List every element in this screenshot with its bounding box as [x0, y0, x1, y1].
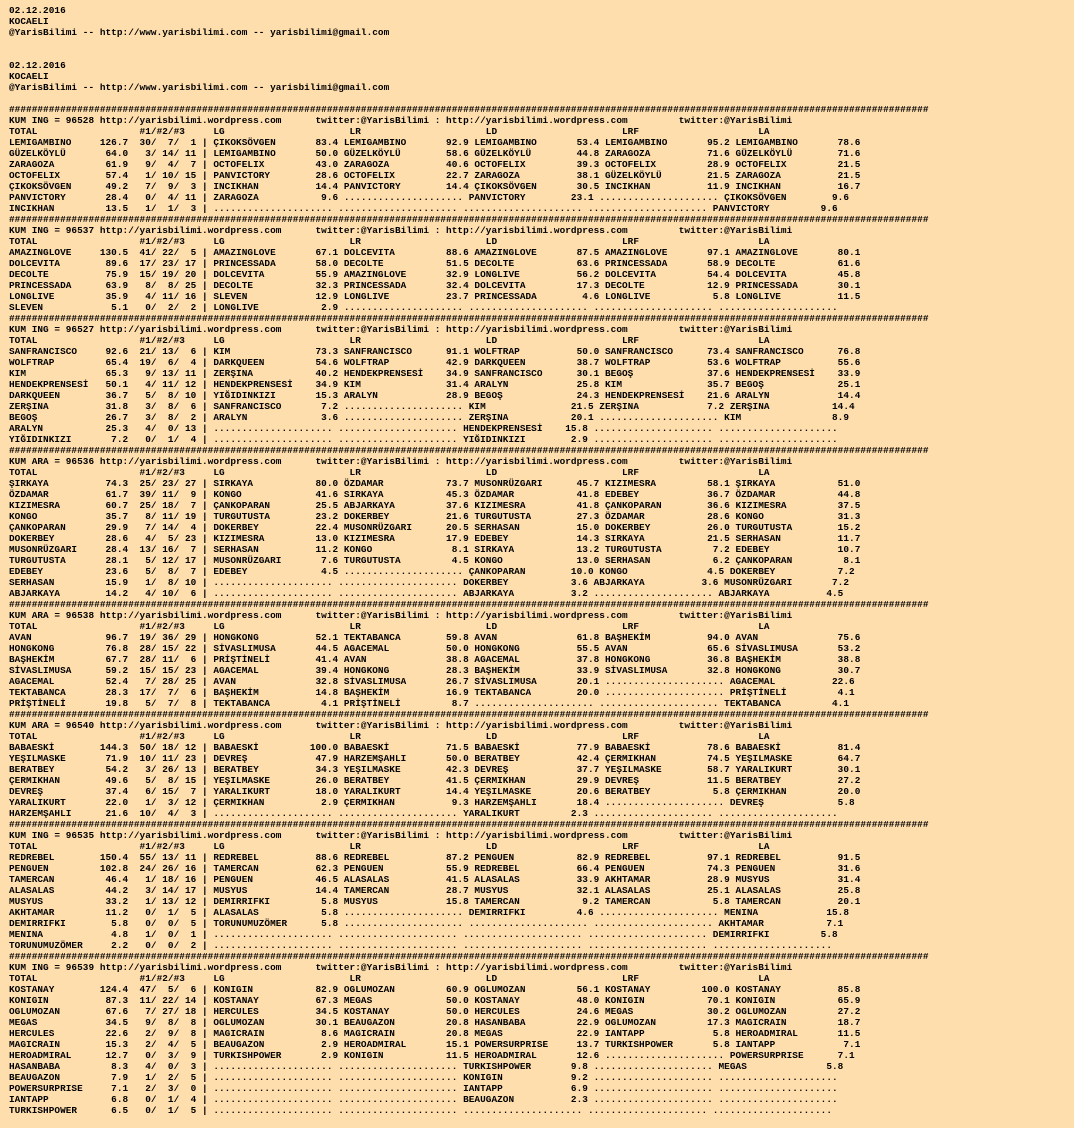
horse-row: AMAZINGLOVE 130.5 41/ 22/ 5 | AMAZINGLOVE 67.1 DOLCEVITA 88.6 AMAZINGLOVE 87.5 AMAZINGLOVE 97.1 AMAZINGLOVE 80.1: [9, 247, 861, 258]
horse-row: DECOLTE 75.9 15/ 19/ 20 | DOLCEVITA 55.9 AMAZINGLOVE 32.9 LONGLIVE 56.2 DOLCEVITA 54.4 DOLCEVITA 45.8: [9, 269, 861, 280]
text-line: 02.12.2016: [9, 60, 66, 71]
horse-row: LEMIGAMBINO 126.7 30/ 7/ 1 | ÇIKOKSÖVGEN 83.4 LEMIGAMBINO 92.9 LEMIGAMBINO 53.4 LEMIGAMBINO 95.2 LEMIGAMBINO 78.6: [9, 137, 861, 148]
race-header-line: KUM ING = 96535 http://yarisbilimi.wordpress.com twitter:@YarisBilimi : http://yarisbilimi.wordpress.com twitter:@YarisBilimi: [9, 830, 793, 841]
horse-row: PRİŞTİNELİ 19.8 5/ 7/ 8 | TEKTABANCA 4.1 PRİŞTİNELİ 8.7 ..................... ..................... TEKTABANCA 4.1: [9, 698, 850, 709]
horse-row: DOKERBEY 28.6 4/ 5/ 23 | KIZIMESRA 13.0 KIZIMESRA 17.9 EDEBEY 14.3 SIRKAYA 21.5 SERHASAN 11.7: [9, 533, 861, 544]
horse-row: YARALIKURT 22.0 1/ 3/ 12 | ÇERMIKHAN 2.9 ÇERMIKHAN 9.3 HARZEMŞAHLI 18.4 ..................... DEVREŞ 5.8: [9, 797, 855, 808]
blank-line: [9, 38, 1074, 49]
horse-row: SERHASAN 15.9 1/ 8/ 10 | ..................... ..................... DOKERBEY 3.6 ABJARKAYA 3.6 MUSONRÜZGARI 7.2: [9, 577, 850, 588]
horse-row: ARALYN 25.3 4/ 0/ 13 | ..................... ..................... HENDEKPRENSESİ 15.8 ..................... .....................: [9, 423, 838, 434]
horse-row: OCTOFELIX 57.4 1/ 10/ 15 | PANVICTORY 28.6 OCTOFELIX 22.7 ZARAGOZA 38.1 GÜZELKÖYLÜ 21.5 ZARAGOZA 21.5: [9, 170, 861, 181]
horse-row: HERCULES 22.6 2/ 9/ 8 | MAGICRAIN 8.6 MAGICRAIN 20.8 MEGAS 22.9 IANTAPP 5.8 HEROADMIRAL 11.5: [9, 1028, 861, 1039]
horse-row: DEMIRRIFKI 5.8 0/ 0/ 5 | TORUNUMUZÖMER 5.8 ..................... ..................... ..................... AKHTAMAR 7.1: [9, 918, 844, 929]
race-header-line: KUM ARA = 96536 http://yarisbilimi.wordpress.com twitter:@YarisBilimi : http://yarisbilimi.wordpress.com twitter:@YarisBilimi: [9, 456, 793, 467]
column-header-line: TOTAL #1/#2/#3 LG LR LD LRF LA: [9, 841, 770, 852]
horse-row: IANTAPP 6.8 0/ 1/ 4 | ..................... ..................... BEAUGAZON 2.3 ..................... .....................: [9, 1094, 838, 1105]
column-header-line: TOTAL #1/#2/#3 LG LR LD LRF LA: [9, 973, 770, 984]
horse-row: ÇERMIKHAN 49.6 5/ 8/ 15 | YEŞILMASKE 26.0 BERATBEY 41.5 ÇERMIKHAN 29.9 DEVREŞ 11.5 BERATBEY 27.2: [9, 775, 861, 786]
horse-row: HARZEMŞAHLI 21.6 10/ 4/ 3 | ..................... ..................... YARALIKURT 2.3 ..................... .....................: [9, 808, 838, 819]
text-line: KOCAELI: [9, 16, 49, 27]
horse-row: TEKTABANCA 28.3 17/ 7/ 6 | BAŞHEKİM 14.8 BAŞHEKİM 16.9 TEKTABANCA 20.0 ..................... PRİŞTİNELİ 4.1: [9, 687, 855, 698]
horse-row: KONIGIN 87.3 11/ 22/ 14 | KOSTANAY 67.3 MEGAS 50.0 KOSTANAY 48.0 KONIGIN 70.1 KONIGIN 65.9: [9, 995, 861, 1006]
race-header-line: KUM ING = 96528 http://yarisbilimi.wordpress.com twitter:@YarisBilimi : http://yarisbilimi.wordpress.com twitter:@YarisBilimi: [9, 115, 793, 126]
horse-row: SANFRANCISCO 92.6 21/ 13/ 6 | KIM 73.3 SANFRANCISCO 91.1 WOLFTRAP 50.0 SANFRANCISCO 73.4 SANFRANCISCO 76.8: [9, 346, 861, 357]
horse-row: PRINCESSADA 63.9 8/ 8/ 25 | DECOLTE 32.3 PRINCESSADA 32.4 DOLCEVITA 17.3 DECOLTE 12.9 PRINCESSADA 30.1: [9, 280, 861, 291]
column-header-line: TOTAL #1/#2/#3 LG LR LD LRF LA: [9, 731, 770, 742]
horse-row: KIZIMESRA 60.7 25/ 18/ 7 | ÇANKOPARAN 25.5 ABJARKAYA 37.6 KIZIMESRA 41.8 ÇANKOPARAN 36.6 KIZIMESRA 37.5: [9, 500, 861, 511]
section-separator: ##################################################################################################################################################################: [9, 951, 929, 962]
horse-row: OGLUMOZAN 67.6 7/ 27/ 18 | HERCULES 34.5 KOSTANAY 50.0 HERCULES 24.6 MEGAS 30.2 OGLUMOZAN 27.2: [9, 1006, 861, 1017]
horse-row: ÇANKOPARAN 29.9 7/ 14/ 4 | DOKERBEY 22.4 MUSONRÜZGARI 20.5 SERHASAN 15.0 DOKERBEY 26.0 TURGUTUSTA 15.2: [9, 522, 861, 533]
horse-row: ALASALAS 44.2 3/ 14/ 17 | MUSYUS 14.4 TAMERCAN 28.7 MUSYUS 32.1 ALASALAS 25.1 ALASALAS 25.8: [9, 885, 861, 896]
horse-row: DARKQUEEN 36.7 5/ 8/ 10 | YIĞIDINKIZI 15.3 ARALYN 28.9 BEGOŞ 24.3 HENDEKPRENSESİ 21.6 ARALYN 14.4: [9, 390, 861, 401]
section-separator: ##################################################################################################################################################################: [9, 599, 929, 610]
race-header-line: KUM ING = 96537 http://yarisbilimi.wordpress.com twitter:@YarisBilimi : http://yarisbilimi.wordpress.com twitter:@YarisBilimi: [9, 225, 793, 236]
horse-row: ABJARKAYA 14.2 4/ 10/ 6 | ..................... ..................... ABJARKAYA 3.2 ..................... ABJARKAYA 4.5: [9, 588, 844, 599]
column-header-line: TOTAL #1/#2/#3 LG LR LD LRF LA: [9, 467, 770, 478]
horse-row: EDEBEY 23.6 5/ 8/ 7 | EDEBEY 4.5 ..................... ÇANKOPARAN 10.0 KONGO 4.5 DOKERBEY 7.2: [9, 566, 855, 577]
horse-row: AVAN 96.7 19/ 36/ 29 | HONGKONG 52.1 TEKTABANCA 59.8 AVAN 61.8 BAŞHEKİM 94.0 AVAN 75.6: [9, 632, 861, 643]
section-separator: ##################################################################################################################################################################: [9, 709, 929, 720]
horse-row: HEROADMIRAL 12.7 0/ 3/ 9 | TURKISHPOWER 2.9 KONIGIN 11.5 HEROADMIRAL 12.6 ..................... POWERSURPRISE 7.1: [9, 1050, 855, 1061]
horse-row: LONGLIVE 35.9 4/ 11/ 16 | SLEVEN 12.9 LONGLIVE 23.7 PRINCESSADA 4.6 LONGLIVE 5.8 LONGLIVE 11.5: [9, 291, 861, 302]
horse-row: ŞIRKAYA 74.3 25/ 23/ 27 | SIRKAYA 80.0 ÖZDAMAR 73.7 MUSONRÜZGARI 45.7 KIZIMESRA 58.1 ŞIRKAYA 51.0: [9, 478, 861, 489]
horse-row: SLEVEN 5.1 0/ 2/ 2 | LONGLIVE 2.9 ..................... ..................... ..................... .....................: [9, 302, 838, 313]
horse-row: MAGICRAIN 15.3 2/ 4/ 5 | BEAUGAZON 2.9 HEROADMIRAL 15.1 POWERSURPRISE 13.7 TURKISHPOWER 5.8 IANTAPP 7.1: [9, 1039, 861, 1050]
horse-row: BEGOŞ 26.7 3/ 8/ 2 | ARALYN 3.6 ..................... ZERŞINA 20.1 ..................... KIM 8.9: [9, 412, 850, 423]
section-separator: ##################################################################################################################################################################: [9, 214, 929, 225]
horse-row: INCIKHAN 13.5 1/ 1/ 3 | ..................... ..................... ..................... ..................... PANVICTORY 9.6: [9, 203, 838, 214]
horse-row: DOLCEVITA 89.6 17/ 23/ 17 | PRINCESSADA 58.0 DECOLTE 51.5 DECOLTE 63.6 PRINCESSADA 58.9 DECOLTE 61.6: [9, 258, 861, 269]
race-header-line: KUM ARA = 96540 http://yarisbilimi.wordpress.com twitter:@YarisBilimi : http://yarisbilimi.wordpress.com twitter:@YarisBilimi: [9, 720, 793, 731]
horse-row: ÇIKOKSÖVGEN 49.2 7/ 9/ 3 | INCIKHAN 14.4 PANVICTORY 14.4 ÇIKOKSÖVGEN 30.5 INCIKHAN 11.9 INCIKHAN 16.7: [9, 181, 861, 192]
horse-row: BERATBEY 54.2 3/ 26/ 13 | BERATBEY 34.3 YEŞILMASKE 42.3 DEVREŞ 37.7 YEŞILMASKE 58.7 YARALIKURT 30.1: [9, 764, 861, 775]
column-header-line: TOTAL #1/#2/#3 LG LR LD LRF LA: [9, 335, 770, 346]
horse-row: KOSTANAY 124.4 47/ 5/ 6 | KONIGIN 82.9 OGLUMOZAN 60.9 OGLUMOZAN 56.1 KOSTANAY 100.0 KOSTANAY 85.8: [9, 984, 861, 995]
horse-row: HASANBABA 8.3 4/ 0/ 3 | ..................... ..................... TURKISHPOWER 9.8 ..................... MEGAS 5.8: [9, 1061, 844, 1072]
text-line: @YarisBilimi -- http://www.yarisbilimi.com -- yarisbilimi@gmail.com: [9, 27, 390, 38]
blank-line: [9, 93, 1074, 104]
column-header-line: TOTAL #1/#2/#3 LG LR LD LRF LA: [9, 236, 770, 247]
horse-row: TORUNUMUZÖMER 2.2 0/ 0/ 2 | ..................... ..................... ..................... ..................... .....................: [9, 940, 833, 951]
horse-row: KIM 65.3 9/ 13/ 11 | ZERŞINA 40.2 HENDEKPRENSESİ 34.9 SANFRANCISCO 30.1 BEGOŞ 37.6 HENDEKPRENSESİ 33.9: [9, 368, 861, 379]
text-line: 02.12.2016: [9, 5, 66, 16]
horse-row: AKHTAMAR 11.2 0/ 1/ 5 | ALASALAS 5.8 ..................... DEMIRRIFKI 4.6 ..................... MENINA 15.8: [9, 907, 850, 918]
horse-row: ZARAGOZA 61.9 9/ 4/ 7 | OCTOFELIX 43.0 ZARAGOZA 40.6 OCTOFELIX 39.3 OCTOFELIX 28.9 OCTOFELIX 21.5: [9, 159, 861, 170]
horse-row: MUSYUS 33.2 1/ 13/ 12 | DEMIRRIFKI 5.8 MUSYUS 15.8 TAMERCAN 9.2 TAMERCAN 5.8 TAMERCAN 20.1: [9, 896, 861, 907]
horse-row: WOLFTRAP 65.4 19/ 6/ 4 | DARKQUEEN 54.6 WOLFTRAP 42.9 DARKQUEEN 38.7 WOLFTRAP 53.6 WOLFTRAP 55.6: [9, 357, 861, 368]
race-header-line: KUM ING = 96539 http://yarisbilimi.wordpress.com twitter:@YarisBilimi : http://yarisbilimi.wordpress.com twitter:@YarisBilimi: [9, 962, 793, 973]
horse-row: MENINA 4.8 1/ 0/ 1 | ..................... ..................... ..................... ..................... DEMIRRIFKI 5.8: [9, 929, 838, 940]
section-separator: ##################################################################################################################################################################: [9, 445, 929, 456]
horse-row: HONGKONG 76.8 28/ 15/ 22 | SİVASLIMUSA 44.5 AGACEMAL 50.0 HONGKONG 55.5 AVAN 65.6 SİVASLIMUSA 53.2: [9, 643, 861, 654]
horse-row: ZERŞINA 31.8 3/ 8/ 6 | SANFRANCISCO 7.2 ..................... KIM 21.5 ZERŞINA 7.2 ZERŞINA 14.4: [9, 401, 855, 412]
horse-row: MUSONRÜZGARI 28.4 13/ 16/ 7 | SERHASAN 11.2 KONGO 8.1 SIRKAYA 13.2 TURGUTUSTA 7.2 EDEBEY 10.7: [9, 544, 861, 555]
horse-row: MEGAS 34.5 9/ 8/ 8 | OGLUMOZAN 30.1 BEAUGAZON 20.8 HASANBABA 22.9 OGLUMOZAN 17.3 MAGICRAIN 18.7: [9, 1017, 861, 1028]
horse-row: KONGO 35.7 8/ 11/ 19 | TURGUTUSTA 23.2 DOKERBEY 21.6 TURGUTUSTA 27.3 ÖZDAMAR 28.6 KONGO 31.3: [9, 511, 861, 522]
horse-row: TURKISHPOWER 6.5 0/ 1/ 5 | ..................... ..................... ..................... ..................... .....................: [9, 1105, 833, 1116]
horse-row: YIĞIDINKIZI 7.2 0/ 1/ 4 | ..................... ..................... YIĞIDINKIZI 2.9 ..................... .....................: [9, 434, 838, 445]
race-header-line: KUM ARA = 96538 http://yarisbilimi.wordpress.com twitter:@YarisBilimi : http://yarisbilimi.wordpress.com twitter:@YarisBilimi: [9, 610, 793, 621]
horse-row: PANVICTORY 28.4 0/ 4/ 11 | ZARAGOZA 9.6 ..................... PANVICTORY 23.1 ..................... ÇIKOKSÖVGEN 9.6: [9, 192, 850, 203]
horse-row: GÜZELKÖYLÜ 64.0 3/ 14/ 11 | LEMIGAMBINO 50.0 GÜZELKÖYLÜ 58.6 GÜZELKÖYLÜ 44.8 ZARAGOZA 71.6 GÜZELKÖYLÜ 71.6: [9, 148, 861, 159]
horse-row: AGACEMAL 52.4 7/ 28/ 25 | AVAN 32.8 SİVASLIMUSA 26.7 SİVASLIMUSA 20.1 ..................... AGACEMAL 22.6: [9, 676, 855, 687]
column-header-line: TOTAL #1/#2/#3 LG LR LD LRF LA: [9, 126, 770, 137]
horse-row: POWERSURPRISE 7.1 2/ 3/ 0 | ..................... ..................... IANTAPP 6.9 ..................... .....................: [9, 1083, 838, 1094]
horse-row: YEŞILMASKE 71.9 10/ 11/ 23 | DEVREŞ 47.9 HARZEMŞAHLI 50.0 BERATBEY 42.4 ÇERMIKHAN 74.5 YEŞILMASKE 64.7: [9, 753, 861, 764]
horse-row: SİVASLIMUSA 59.2 15/ 15/ 23 | AGACEMAL 39.4 HONGKONG 28.3 BAŞHEKİM 33.9 SİVASLIMUSA 32.8 HONGKONG 30.7: [9, 665, 861, 676]
horse-row: TURGUTUSTA 28.1 5/ 12/ 17 | MUSONRÜZGARI 7.6 TURGUTUSTA 4.5 KONGO 13.0 SERHASAN 6.2 ÇANKOPARAN 8.1: [9, 555, 861, 566]
horse-row: PENGUEN 102.8 24/ 26/ 16 | TAMERCAN 62.3 PENGUEN 55.9 REDREBEL 66.4 PENGUEN 74.3 PENGUEN 31.6: [9, 863, 861, 874]
text-line: @YarisBilimi -- http://www.yarisbilimi.com -- yarisbilimi@gmail.com: [9, 82, 390, 93]
section-separator: ##################################################################################################################################################################: [9, 313, 929, 324]
race-header-line: KUM ING = 96527 http://yarisbilimi.wordpress.com twitter:@YarisBilimi : http://yarisbilimi.wordpress.com twitter:@YarisBilimi: [9, 324, 793, 335]
horse-row: TAMERCAN 46.4 1/ 18/ 16 | PENGUEN 46.5 ALASALAS 41.5 ALASALAS 33.9 AKHTAMAR 28.9 MUSYUS 31.4: [9, 874, 861, 885]
horse-row: BEAUGAZON 7.9 1/ 2/ 5 | ..................... ..................... KONIGIN 9.2 ..................... .....................: [9, 1072, 838, 1083]
text-line: KOCAELI: [9, 71, 49, 82]
horse-row: BAŞHEKİM 67.7 28/ 11/ 6 | PRİŞTİNELİ 41.4 AVAN 38.8 AGACEMAL 37.8 HONGKONG 36.8 BAŞHEKİM 38.8: [9, 654, 861, 665]
horse-row: BABAESKİ 144.3 50/ 18/ 12 | BABAESKİ 100.0 BABAESKİ 71.5 BABAESKİ 77.9 BABAESKİ 78.6 BABAESKİ 81.4: [9, 742, 861, 753]
section-separator: ##################################################################################################################################################################: [9, 104, 929, 115]
column-header-line: TOTAL #1/#2/#3 LG LR LD LRF LA: [9, 621, 770, 632]
blank-line: [9, 49, 1074, 60]
horse-row: HENDEKPRENSESİ 50.1 4/ 11/ 12 | HENDEKPRENSESİ 34.9 KIM 31.4 ARALYN 25.8 KIM 35.7 BEGOŞ 25.1: [9, 379, 861, 390]
horse-row: DEVREŞ 37.4 6/ 15/ 7 | YARALIKURT 18.0 YARALIKURT 14.4 YEŞILMASKE 20.6 BERATBEY 5.8 ÇERMIKHAN 20.0: [9, 786, 861, 797]
horse-row: ÖZDAMAR 61.7 39/ 11/ 9 | KONGO 41.6 SIRKAYA 45.3 ÖZDAMAR 41.8 EDEBEY 36.7 ÖZDAMAR 44.8: [9, 489, 861, 500]
section-separator: ##################################################################################################################################################################: [9, 819, 929, 830]
horse-row: REDREBEL 150.4 55/ 13/ 11 | REDREBEL 88.6 REDREBEL 87.2 PENGUEN 82.9 REDREBEL 97.1 REDREBEL 91.5: [9, 852, 861, 863]
